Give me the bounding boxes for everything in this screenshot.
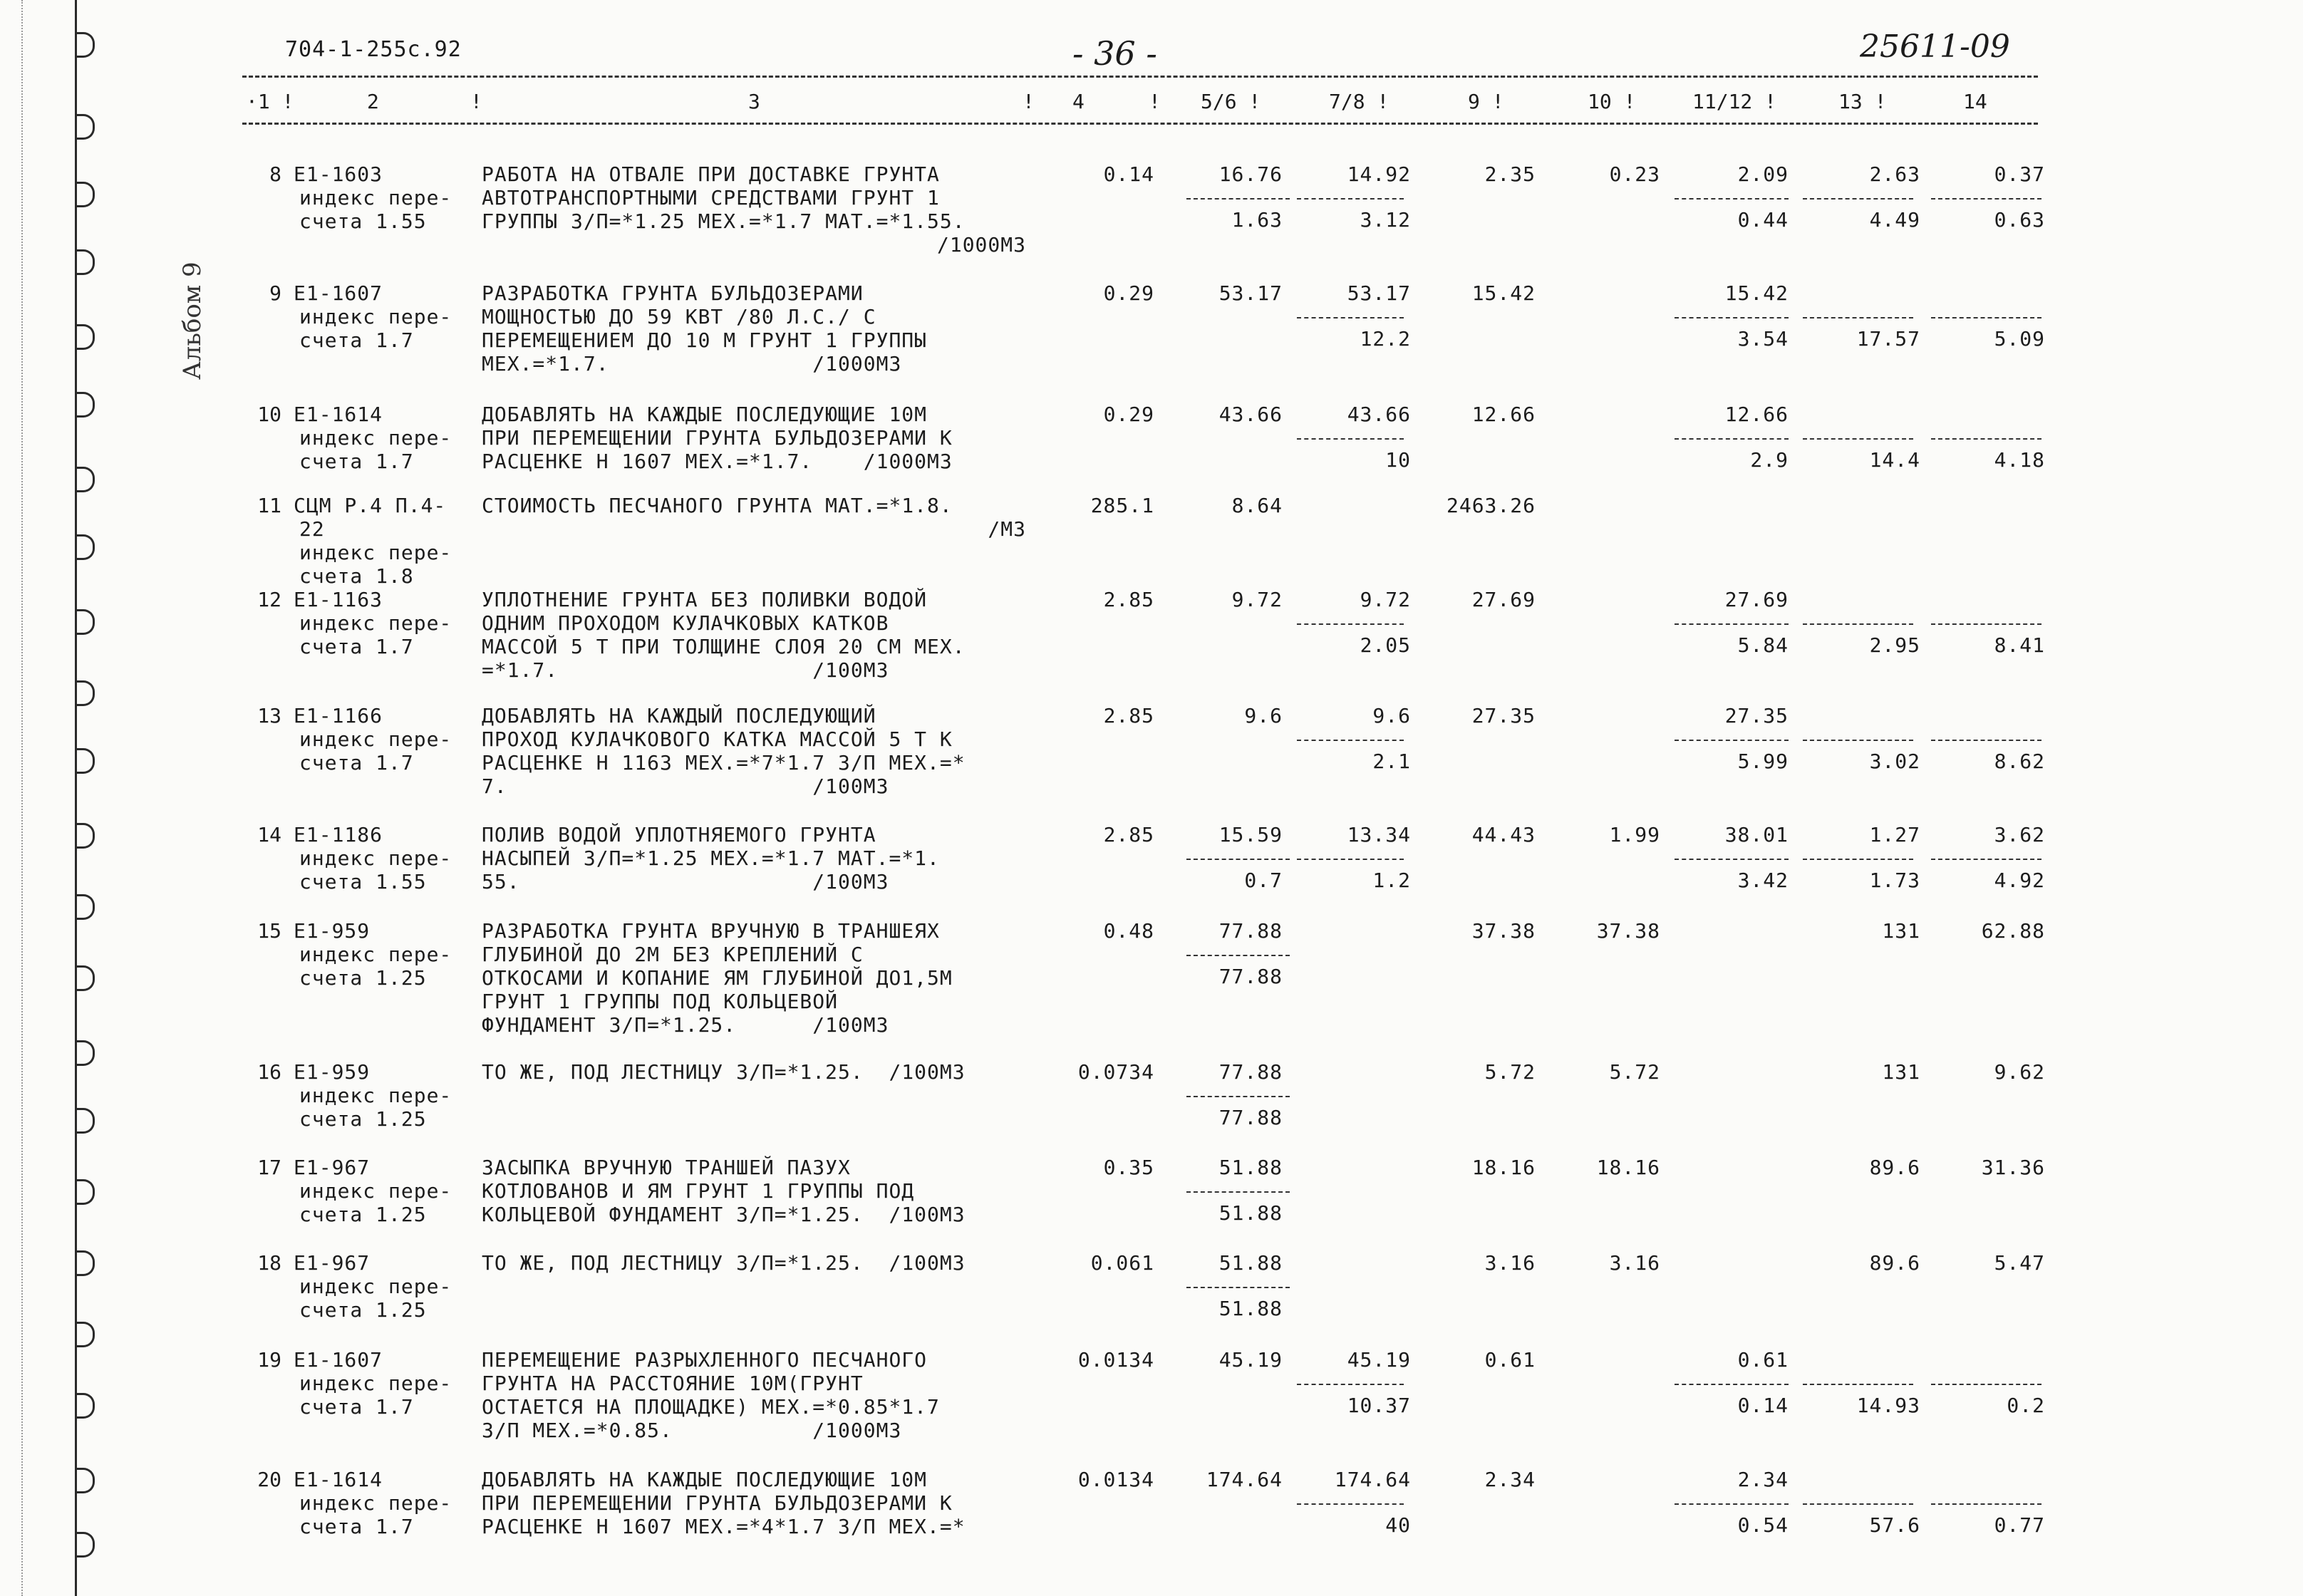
row-number: 12 [257,588,281,611]
unit-machine-value: 9.72 [1360,588,1411,611]
recount-index-text: индекс пере- [299,186,452,209]
unit-cost-value: 43.66 [1218,403,1283,426]
row-number: 16 [257,1060,281,1084]
unit-machine-wage-value: 2.05 [1360,633,1411,657]
rate-code: E1-967 [294,1156,371,1179]
col-3: 3 [748,90,760,113]
labor-unit-value: 1.27 [1869,823,1920,846]
unit-cost-value: 9.72 [1231,588,1283,611]
rate-code: E1-1614 [294,1468,383,1491]
work-description-line: ОСТАЕТСЯ НА ПЛОЩАДКЕ) МЕХ.=*0.85*1.7 [482,1395,940,1419]
recount-index-text: индекс пере- [299,846,452,870]
punch-hole [77,114,95,140]
recount-index-text: счета 1.55 [299,209,427,233]
col-9: 9 ! [1468,90,1504,113]
total-wage-value: 5.72 [1609,1060,1660,1084]
recount-index-text: счета 1.7 [299,751,414,774]
unit-machine-value: 9.6 [1372,704,1411,727]
total-machine-value: 2.34 [1737,1468,1789,1491]
total-machine-value: 38.01 [1724,823,1789,846]
subtotal-divider [1186,859,1290,860]
labor-unit-value-2: 17.57 [1856,327,1920,351]
total-machine-wage-value: 0.54 [1737,1513,1789,1537]
total-cost-value: 2.34 [1484,1468,1536,1491]
work-description-line: РАСЦЕНКЕ Н 1607 МЕХ.=*1.7. /1000М3 [482,450,953,473]
rate-code: E1-959 [294,1060,371,1084]
unit-wage-value: 1.63 [1231,208,1283,232]
unit-machine-wage-value: 3.12 [1360,208,1411,232]
subtotal-divider [1186,198,1290,200]
recount-index-text: индекс пере- [299,727,452,751]
subtotal-divider [1803,1384,1913,1385]
total-machine-wage-value: 5.84 [1737,633,1789,657]
subtotal-divider [1803,1503,1913,1505]
work-description-line: /1000М3 [936,233,1026,256]
row-number: 14 [257,823,281,846]
work-description-line: /М3 [988,517,1026,541]
labor-total-value-2: 0.77 [1994,1513,2045,1537]
subtotal-divider [1186,1191,1290,1193]
col-10: 10 ! [1588,90,1636,113]
row-number: 18 [257,1251,281,1275]
unit-machine-value: 174.64 [1334,1468,1411,1491]
recount-index-text: 22 [299,517,325,541]
subtotal-divider [1297,740,1404,741]
total-machine-wage-value: 5.99 [1737,750,1789,773]
work-description-line: МЕХ.=*1.7. /1000М3 [482,352,902,375]
recount-index-text: индекс пере- [299,1179,452,1203]
recount-index-text: счета 1.7 [299,328,414,352]
punch-hole [77,823,95,849]
subtotal-divider [1297,623,1404,625]
labor-unit-value-2: 1.73 [1869,869,1920,892]
row-number: 20 [257,1468,281,1491]
project-code: 704-1-255с.92 [285,37,462,62]
row-number: 15 [257,919,281,943]
subtotal-divider [1803,438,1913,440]
rate-code: E1-1186 [294,823,383,846]
total-machine-wage-value: 3.54 [1737,327,1789,351]
punch-hole [77,609,95,635]
total-cost-value: 44.43 [1471,823,1536,846]
total-machine-value: 27.69 [1724,588,1789,611]
quantity-value: 0.0134 [1077,1468,1154,1491]
work-description-line: ЗАСЫПКА ВРУЧНУЮ ТРАНШЕЙ ПАЗУХ [482,1156,851,1179]
work-description-line: РАБОТА НА ОТВАЛЕ ПРИ ДОСТАВКЕ ГРУНТА [482,162,940,186]
total-machine-value: 27.35 [1724,704,1789,727]
recount-index-text: индекс пере- [299,1491,452,1515]
unit-wage-value: 77.88 [1218,965,1283,988]
col-sep: ! [1149,90,1161,113]
unit-cost-value: 51.88 [1218,1156,1283,1179]
row-number: 11 [257,494,281,517]
rate-code: E1-967 [294,1251,371,1275]
col-11-12: 11/12 ! [1692,90,1777,113]
rate-code: E1-1163 [294,588,383,611]
subtotal-divider [1675,859,1789,860]
subtotal-divider [1297,198,1404,200]
work-description-line: ПОЛИВ ВОДОЙ УПЛОТНЯЕМОГО ГРУНТА [482,823,876,846]
total-cost-value: 27.35 [1471,704,1536,727]
labor-total-value-2: 5.09 [1994,327,2045,351]
labor-unit-value: 89.6 [1869,1156,1920,1179]
punch-hole [77,965,95,991]
subtotal-divider [1931,859,2041,860]
work-description-line: РАЗРАБОТКА ГРУНТА ВРУЧНУЮ В ТРАНШЕЯХ [482,919,940,943]
work-description-line: РАСЦЕНКЕ Н 1607 МЕХ.=*4*1.7 З/П МЕХ.=* [482,1515,966,1538]
page-number: - 36 - [1072,34,1157,73]
quantity-value: 2.85 [1103,588,1154,611]
labor-total-value-2: 0.2 [2007,1394,2045,1417]
punch-hole [77,1532,95,1558]
work-description-line: ДОБАВЛЯТЬ НА КАЖДЫЕ ПОСЛЕДУЮЩИЕ 10М [482,403,928,426]
header-rule-top [242,76,2038,78]
recount-index-text: индекс пере- [299,1372,452,1395]
work-description-line: ГРУНТА НА РАССТОЯНИЕ 10М(ГРУНТ [482,1372,864,1395]
labor-unit-value: 89.6 [1869,1251,1920,1275]
recount-index-text: счета 1.25 [299,1298,427,1322]
col-7-8: 7/8 ! [1329,90,1389,113]
total-machine-wage-value: 2.9 [1750,448,1789,472]
unit-cost-value: 15.59 [1218,823,1283,846]
total-machine-value: 15.42 [1724,281,1789,305]
work-description-line: ПЕРЕМЕЩЕНИЕМ ДО 10 М ГРУНТ 1 ГРУППЫ [482,328,928,352]
unit-cost-value: 8.64 [1231,494,1283,517]
total-machine-wage-value: 0.14 [1737,1394,1789,1417]
unit-wage-value: 77.88 [1218,1106,1283,1129]
unit-cost-value: 174.64 [1206,1468,1283,1491]
work-description-line: РАСЦЕНКЕ Н 1163 МЕХ.=*7*1.7 З/П МЕХ.=* [482,751,966,774]
unit-cost-value: 9.6 [1244,704,1283,727]
work-description-line: АВТОТРАНСПОРТНЫМИ СРЕДСТВАМИ ГРУНТ 1 [482,186,940,209]
header-rule-bottom [242,123,2038,125]
subtotal-divider [1297,317,1404,318]
total-machine-wage-value: 0.44 [1737,208,1789,232]
total-wage-value: 18.16 [1596,1156,1660,1179]
unit-wage-value: 51.88 [1218,1297,1283,1320]
quantity-value: 2.85 [1103,704,1154,727]
labor-unit-value: 2.63 [1869,162,1920,186]
work-description-line: ОДНИМ ПРОХОДОМ КУЛАЧКОВЫХ КАТКОВ [482,611,889,635]
row-number: 8 [269,162,281,186]
work-description-line: МОЩНОСТЬЮ ДО 59 КВТ /80 Л.С./ С [482,305,876,328]
subtotal-divider [1675,1503,1789,1505]
subtotal-divider [1931,317,2041,318]
subtotal-divider [1297,859,1404,860]
punch-hole [77,894,95,920]
work-description-line: НАСЫПЕЙ З/П=*1.25 МЕХ.=*1.7 МАТ.=*1. [482,846,940,870]
unit-cost-value: 16.76 [1218,162,1283,186]
rate-code: E1-959 [294,919,371,943]
unit-machine-value: 45.19 [1347,1348,1411,1372]
punch-hole [77,32,95,58]
subtotal-divider [1186,1096,1290,1097]
work-description-line: СТОИМОСТЬ ПЕСЧАНОГО ГРУНТА МАТ.=*1.8. [482,494,953,517]
subtotal-divider [1675,317,1789,318]
subtotal-divider [1931,1384,2041,1385]
work-description-line: ПРИ ПЕРЕМЕЩЕНИИ ГРУНТА БУЛЬДОЗЕРАМИ К [482,426,953,450]
subtotal-divider [1675,623,1789,625]
labor-total-value: 31.36 [1981,1156,2045,1179]
unit-machine-value: 14.92 [1347,162,1411,186]
subtotal-divider [1675,740,1789,741]
work-description-line: ГЛУБИНОЙ ДО 2М БЕЗ КРЕПЛЕНИЙ С [482,943,864,966]
row-number: 10 [257,403,281,426]
work-description-line: ДОБАВЛЯТЬ НА КАЖДЫЙ ПОСЛЕДУЮЩИЙ [482,704,876,727]
unit-machine-value: 13.34 [1347,823,1411,846]
work-description-line: ПРОХОД КУЛАЧКОВОГО КАТКА МАССОЙ 5 Т К [482,727,953,751]
recount-index-text: индекс пере- [299,943,452,966]
labor-total-value-2: 4.18 [1994,448,2045,472]
recount-index-text: счета 1.7 [299,1515,414,1538]
subtotal-divider [1297,1503,1404,1505]
total-machine-value: 2.09 [1737,162,1789,186]
quantity-value: 0.061 [1090,1251,1154,1275]
subtotal-divider [1803,317,1913,318]
col-14: 14 [1963,90,1987,113]
unit-machine-wage-value: 10 [1385,448,1411,472]
work-description-line: 55. /100М3 [482,870,889,893]
labor-total-value: 0.37 [1994,162,2045,186]
labor-total-value: 3.62 [1994,823,2045,846]
labor-unit-value: 131 [1882,1060,1920,1084]
labor-total-value-2: 0.63 [1994,208,2045,232]
work-description-line: УПЛОТНЕНИЕ ГРУНТА БЕЗ ПОЛИВКИ ВОДОЙ [482,588,928,611]
subtotal-divider [1186,1287,1290,1288]
rate-code: E1-1614 [294,403,383,426]
labor-unit-value-2: 14.93 [1856,1394,1920,1417]
unit-wage-value: 51.88 [1218,1201,1283,1225]
subtotal-divider [1803,740,1913,741]
quantity-value: 0.29 [1103,281,1154,305]
recount-index-text: индекс пере- [299,426,452,450]
unit-machine-wage-value: 40 [1385,1513,1411,1537]
work-description-line: ФУНДАМЕНТ З/П=*1.25. /100М3 [482,1013,889,1037]
unit-wage-value: 0.7 [1244,869,1283,892]
recount-index-text: счета 1.7 [299,450,414,473]
recount-index-text: счета 1.8 [299,564,414,588]
work-description-line: =*1.7. /100М3 [482,658,889,682]
subtotal-divider [1803,859,1913,860]
unit-machine-value: 43.66 [1347,403,1411,426]
col-sep: ! [470,90,482,113]
unit-machine-wage-value: 12.2 [1360,327,1411,351]
unit-cost-value: 53.17 [1218,281,1283,305]
rate-code: E1-1607 [294,281,383,305]
total-cost-value: 0.61 [1484,1348,1536,1372]
row-number: 19 [257,1348,281,1372]
work-description-line: ГРУНТ 1 ГРУППЫ ПОД КОЛЬЦЕВОЙ [482,990,839,1013]
labor-total-value: 62.88 [1981,919,2045,943]
total-machine-value: 0.61 [1737,1348,1789,1372]
work-description-line: КОЛЬЦЕВОЙ ФУНДАМЕНТ З/П=*1.25. /100М3 [482,1203,966,1226]
col-1: ·1 ! [246,90,294,113]
total-cost-value: 37.38 [1471,919,1536,943]
labor-unit-value: 131 [1882,919,1920,943]
work-description-line: РАЗРАБОТКА ГРУНТА БУЛЬДОЗЕРАМИ [482,281,864,305]
binding-dotted-line [21,0,24,1596]
recount-index-text: индекс пере- [299,1084,452,1107]
subtotal-divider [1931,740,2041,741]
col-4: 4 [1072,90,1085,113]
unit-machine-wage-value: 1.2 [1372,869,1411,892]
row-number: 13 [257,704,281,727]
recount-index-text: счета 1.7 [299,635,414,658]
total-cost-value: 3.16 [1484,1251,1536,1275]
total-cost-value: 15.42 [1471,281,1536,305]
punch-hole [77,249,95,275]
total-cost-value: 2.35 [1484,162,1536,186]
unit-cost-value: 77.88 [1218,1060,1283,1084]
document-number: 25611-09 [1860,28,2010,65]
punch-hole [77,1393,95,1419]
col-13: 13 ! [1838,90,1887,113]
recount-index-text: счета 1.7 [299,1395,414,1419]
punch-hole [77,1250,95,1276]
punch-hole [77,1040,95,1066]
subtotal-divider [1931,623,2041,625]
unit-cost-value: 77.88 [1218,919,1283,943]
total-cost-value: 2463.26 [1446,494,1536,517]
total-wage-value: 37.38 [1596,919,1660,943]
work-description-line: КОТЛОВАНОВ И ЯМ ГРУНТ 1 ГРУППЫ ПОД [482,1179,915,1203]
punch-hole [77,534,95,560]
work-description-line: ПЕРЕМЕЩЕНИЕ РАЗРЫХЛЕННОГО ПЕСЧАНОГО [482,1348,928,1372]
rate-code: E1-1166 [294,704,383,727]
subtotal-divider [1931,1503,2041,1505]
labor-total-value-2: 8.41 [1994,633,2045,657]
total-cost-value: 12.66 [1471,403,1536,426]
work-description-line: З/П МЕХ.=*0.85. /1000М3 [482,1419,902,1442]
work-description-line: МАССОЙ 5 Т ПРИ ТОЛЩИНЕ СЛОЯ 20 СМ МЕХ. [482,635,966,658]
subtotal-divider [1297,438,1404,440]
total-wage-value: 3.16 [1609,1251,1660,1275]
work-description-line: ОТКОСАМИ И КОПАНИЕ ЯМ ГЛУБИНОЙ ДО1,5М [482,966,953,990]
rate-code: СЦМ Р.4 П.4- [294,494,447,517]
quantity-value: 2.85 [1103,823,1154,846]
total-wage-value: 1.99 [1609,823,1660,846]
subtotal-divider [1803,623,1913,625]
work-description-line: ТО ЖЕ, ПОД ЛЕСТНИЦУ З/П=*1.25. /100М3 [482,1060,966,1084]
work-description-line: ТО ЖЕ, ПОД ЛЕСТНИЦУ З/П=*1.25. /100М3 [482,1251,966,1275]
labor-unit-value-2: 4.49 [1869,208,1920,232]
col-5-6: 5/6 ! [1201,90,1261,113]
recount-index-text: счета 1.25 [299,1107,427,1131]
unit-machine-wage-value: 2.1 [1372,750,1411,773]
recount-index-text: индекс пере- [299,611,452,635]
subtotal-divider [1186,955,1290,956]
quantity-value: 0.35 [1103,1156,1154,1179]
work-description-line: ПРИ ПЕРЕМЕЩЕНИИ ГРУНТА БУЛЬДОЗЕРАМИ К [482,1491,953,1515]
punch-hole [77,1108,95,1134]
unit-cost-value: 45.19 [1218,1348,1283,1372]
work-description-line: ГРУППЫ З/П=*1.25 МЕХ.=*1.7 МАТ.=*1.55. [482,209,966,233]
subtotal-divider [1675,198,1789,200]
subtotal-divider [1803,198,1913,200]
punch-hole [77,1322,95,1347]
recount-index-text: индекс пере- [299,1275,452,1298]
col-2: 2 [367,90,379,113]
total-machine-value: 12.66 [1724,403,1789,426]
subtotal-divider [1931,438,2041,440]
punch-hole [77,392,95,418]
labor-unit-value-2: 2.95 [1869,633,1920,657]
punch-hole [77,1468,95,1493]
unit-machine-wage-value: 10.37 [1347,1394,1411,1417]
rate-code: E1-1607 [294,1348,383,1372]
unit-cost-value: 51.88 [1218,1251,1283,1275]
total-cost-value: 5.72 [1484,1060,1536,1084]
quantity-value: 285.1 [1090,494,1154,517]
unit-machine-value: 53.17 [1347,281,1411,305]
quantity-value: 0.14 [1103,162,1154,186]
work-description-line: 7. /100М3 [482,774,889,798]
recount-index-text: счета 1.25 [299,966,427,990]
recount-index-text: счета 1.25 [299,1203,427,1226]
subtotal-divider [1931,198,2041,200]
binding-line [75,0,77,1596]
labor-unit-value-2: 57.6 [1869,1513,1920,1537]
quantity-value: 0.0134 [1077,1348,1154,1372]
album-label: Альбом 9 [178,261,207,380]
punch-hole [77,182,95,207]
recount-index-text: индекс пере- [299,541,452,564]
quantity-value: 0.0734 [1077,1060,1154,1084]
labor-total-value: 9.62 [1994,1060,2045,1084]
punch-hole [77,467,95,492]
labor-unit-value-2: 14.4 [1869,448,1920,472]
recount-index-text: индекс пере- [299,305,452,328]
total-wage-value: 0.23 [1609,162,1660,186]
binding-margin [0,0,82,1596]
subtotal-divider [1675,438,1789,440]
punch-hole [77,680,95,706]
rate-code: E1-1603 [294,162,383,186]
work-description-line: ДОБАВЛЯТЬ НА КАЖДЫЕ ПОСЛЕДУЮЩИЕ 10М [482,1468,928,1491]
quantity-value: 0.48 [1103,919,1154,943]
labor-total-value-2: 8.62 [1994,750,2045,773]
quantity-value: 0.29 [1103,403,1154,426]
total-cost-value: 18.16 [1471,1156,1536,1179]
recount-index-text: счета 1.55 [299,870,427,893]
labor-total-value-2: 4.92 [1994,869,2045,892]
punch-hole [77,748,95,774]
subtotal-divider [1297,1384,1404,1385]
row-number: 17 [257,1156,281,1179]
total-cost-value: 27.69 [1471,588,1536,611]
total-machine-wage-value: 3.42 [1737,869,1789,892]
labor-unit-value-2: 3.02 [1869,750,1920,773]
punch-hole [77,324,95,350]
col-sep: ! [1023,90,1035,113]
subtotal-divider [1675,1384,1789,1385]
punch-hole [77,1179,95,1205]
row-number: 9 [269,281,281,305]
labor-total-value: 5.47 [1994,1251,2045,1275]
